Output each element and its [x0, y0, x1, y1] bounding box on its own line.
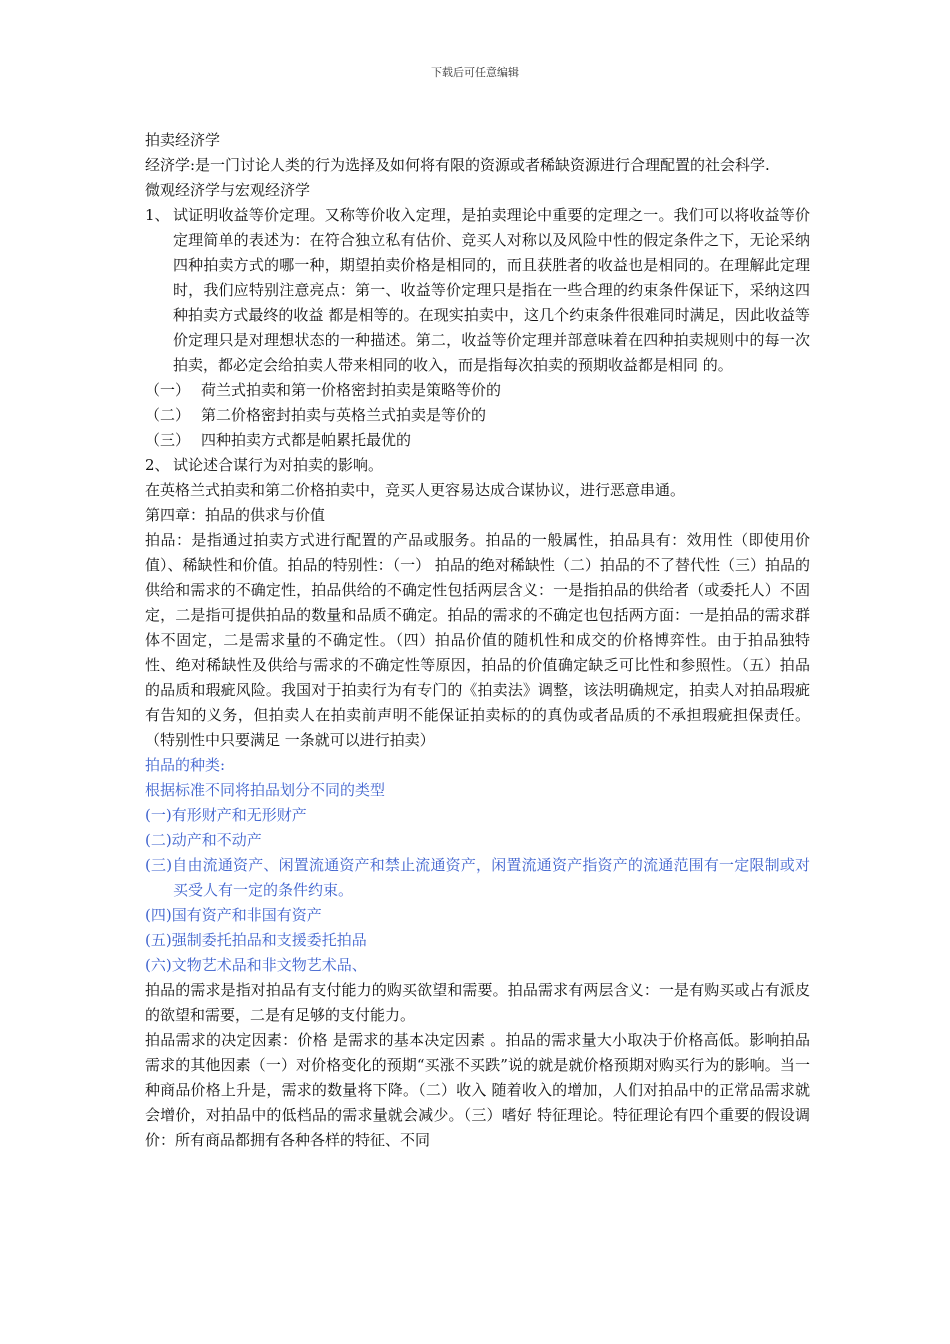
lot-type-item: (三)自由流通资产、闲置流通资产和禁止流通资产，闲置流通资产指资产的流通范围有一定限制或对买受人有一定的条件约束。 [145, 856, 810, 899]
micro-macro-heading: 微观经济学与宏观经济学 [145, 181, 311, 199]
document-body [145, 128, 810, 1153]
sub-point-3 [145, 428, 810, 453]
question-1-text: 试证明收益等价定理。又称等价收入定理，是拍卖理论中重要的定理之一。我们可以将收益等价定理简单的表述为：在符合独立私有估价、竞买人对称以及风险中性的假定条件之下，无论采纳四种拍卖方式的哪一种，期望拍卖价格是相同的，而且获胜者的收益也是相同的。在理解此定理时，我们应特别注意亮点：第一、收益等价定理只是指在一些合理的约束条件保证下，采纳这四种拍卖方式最终的收益 都是相等的。在现实拍卖中，这几个约束条件很难同时满足，因此收益等价定理只是对理想状态的一种描述。第二，收益等价定理并部意味着在四种拍卖规则中的每一次拍卖，都必定会给拍卖人带来相同的收入，而是指每次拍卖的预期收益都是相同 的。 [173, 206, 810, 374]
lot-type-item: (六)文物艺术品和非文物艺术品、 [145, 956, 367, 974]
sub-point-2-text: 第二价格密封拍卖与英格兰式拍卖是等价的 [201, 406, 487, 424]
sub-point-1-text: 荷兰式拍卖和第一价格密封拍卖是策略等价的 [201, 381, 502, 399]
page-header-note: 下载后可任意编辑 [431, 66, 519, 79]
demand-factors: 拍品需求的决定因素：价格 是需求的基本决定因素 。拍品的需求量大小取决于价格高低。影响拍品需求的其他因素（一）对价格变化的预期“买涨不买跌”说的就是就价格预期对购买行为的影响。当一种商品价格上升是，需求的数量将下降。（二）收入 随着收入的增加，人们对拍品中的正常品需求就会增价，对拍品中的低档品的需求量就会减少。（三）嗜好 特征理论。特征理论有四个重要的假设调价：所有商品都拥有各种各样的特征、不同 [145, 1031, 810, 1149]
sub-point-1-number: （一） [145, 381, 191, 399]
lot-type-item: (一)有形财产和无形财产 [145, 806, 307, 824]
sub-point-1 [145, 378, 810, 403]
sub-point-2 [145, 403, 810, 428]
sub-point-3-text: 四种拍卖方式都是帕累托最优的 [201, 431, 412, 449]
chapter-4-heading: 第四章：拍品的供求与价值 [145, 506, 326, 524]
question-2-text: 试论述合谋行为对拍卖的影响。 [173, 456, 384, 474]
question-1 [145, 203, 810, 378]
question-1-number: 1、 [145, 206, 170, 224]
question-2-answer: 在英格兰式拍卖和第二价格拍卖中，竞买人更容易达成合谋协议，进行恶意串通。 [145, 481, 686, 499]
economics-definition: 经济学:是一门讨论人类的行为选择及如何将有限的资源或者稀缺资源进行合理配置的社会科学. [145, 156, 770, 174]
lot-type-item: (四)国有资产和非国有资产 [145, 906, 322, 924]
demand-definition: 拍品的需求是指对拍品有支付能力的购买欲望和需要。拍品需求有两层含义：一是有购买或占有派皮的欲望和需要，二是有足够的支付能力。 [145, 981, 810, 1024]
lot-types-intro: 根据标准不同将拍品划分不同的类型 [145, 781, 386, 799]
lot-type-item: (五)强制委托拍品和支援委托拍品 [145, 931, 367, 949]
question-2-number: 2、 [145, 456, 170, 474]
sub-point-3-number: （三） [145, 431, 191, 449]
question-2 [145, 453, 810, 478]
doc-title: 拍卖经济学 [145, 131, 221, 149]
sub-point-2-number: （二） [145, 406, 191, 424]
lot-type-item: (二)动产和不动产 [145, 831, 262, 849]
lot-types-title: 拍品的种类: [145, 756, 226, 774]
lot-definition: 拍品：是指通过拍卖方式进行配置的产品或服务。拍品的一般属性，拍品具有：效用性（即使用价值）、稀缺性和价值。拍品的特别性：（一） 拍品的绝对稀缺性（二）拍品的不了替代性（三）拍品的供给和需求的不确定性，拍品供给的不确定性包括两层含义：一是指拍品的供给者（或委托人）不固定，二是指可提供拍品的数量和品质不确定。拍品的需求的不确定也包括两方面：一是拍品的需求群体不固定，二是需求量的不确定性。（四）拍品价值的随机性和成交的价格博弈性。由于拍品独特性、绝对稀缺性及供给与需求的不确定性等原因，拍品的价值确定缺乏可比性和参照性。（五）拍品的品质和瑕疵风险。我国对于拍卖行为有专门的《拍卖法》调整，该法明确规定，拍卖人对拍品瑕疵有告知的义务，但拍卖人在拍卖前声明不能保证拍卖标的的真伪或者品质的不承担瑕疵担保责任。（特别性中只要满足 一条就可以进行拍卖） [145, 531, 810, 749]
